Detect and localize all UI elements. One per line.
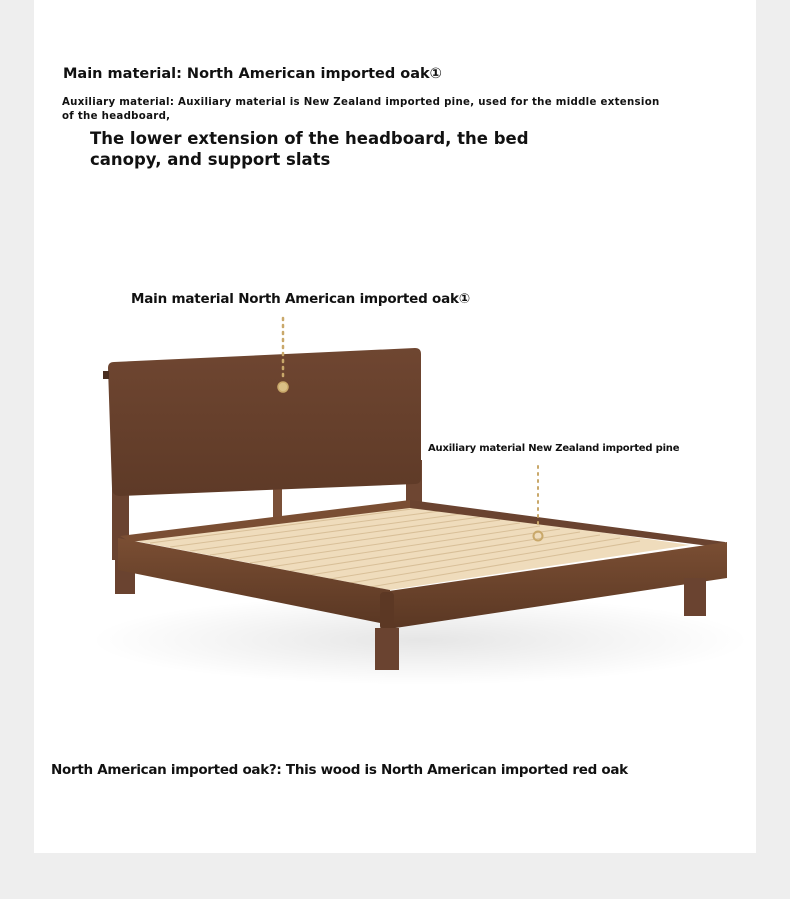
headboard (108, 348, 421, 496)
headboard-marker-icon (278, 382, 288, 392)
headboard-callout-label: Main material North American imported oak① (131, 291, 471, 307)
wood-footnote: North American imported oak?: This wood is North American imported red oak (51, 762, 628, 778)
auxiliary-material-detail: The lower extension of the headboard, the bed canopy, and support slats (90, 129, 529, 169)
auxiliary-material-text: Auxiliary material: Auxiliary material is New Zealand imported pine, used for the middle extension of the headboard, (62, 97, 660, 122)
slats-callout-label: Auxiliary material New Zealand imported pine (428, 443, 680, 454)
right-leg (684, 578, 706, 616)
front-corner (380, 592, 394, 630)
headboard-edge (103, 371, 109, 379)
main-material-heading: Main material: North American imported oak① (63, 66, 442, 82)
front-leg (375, 628, 399, 670)
